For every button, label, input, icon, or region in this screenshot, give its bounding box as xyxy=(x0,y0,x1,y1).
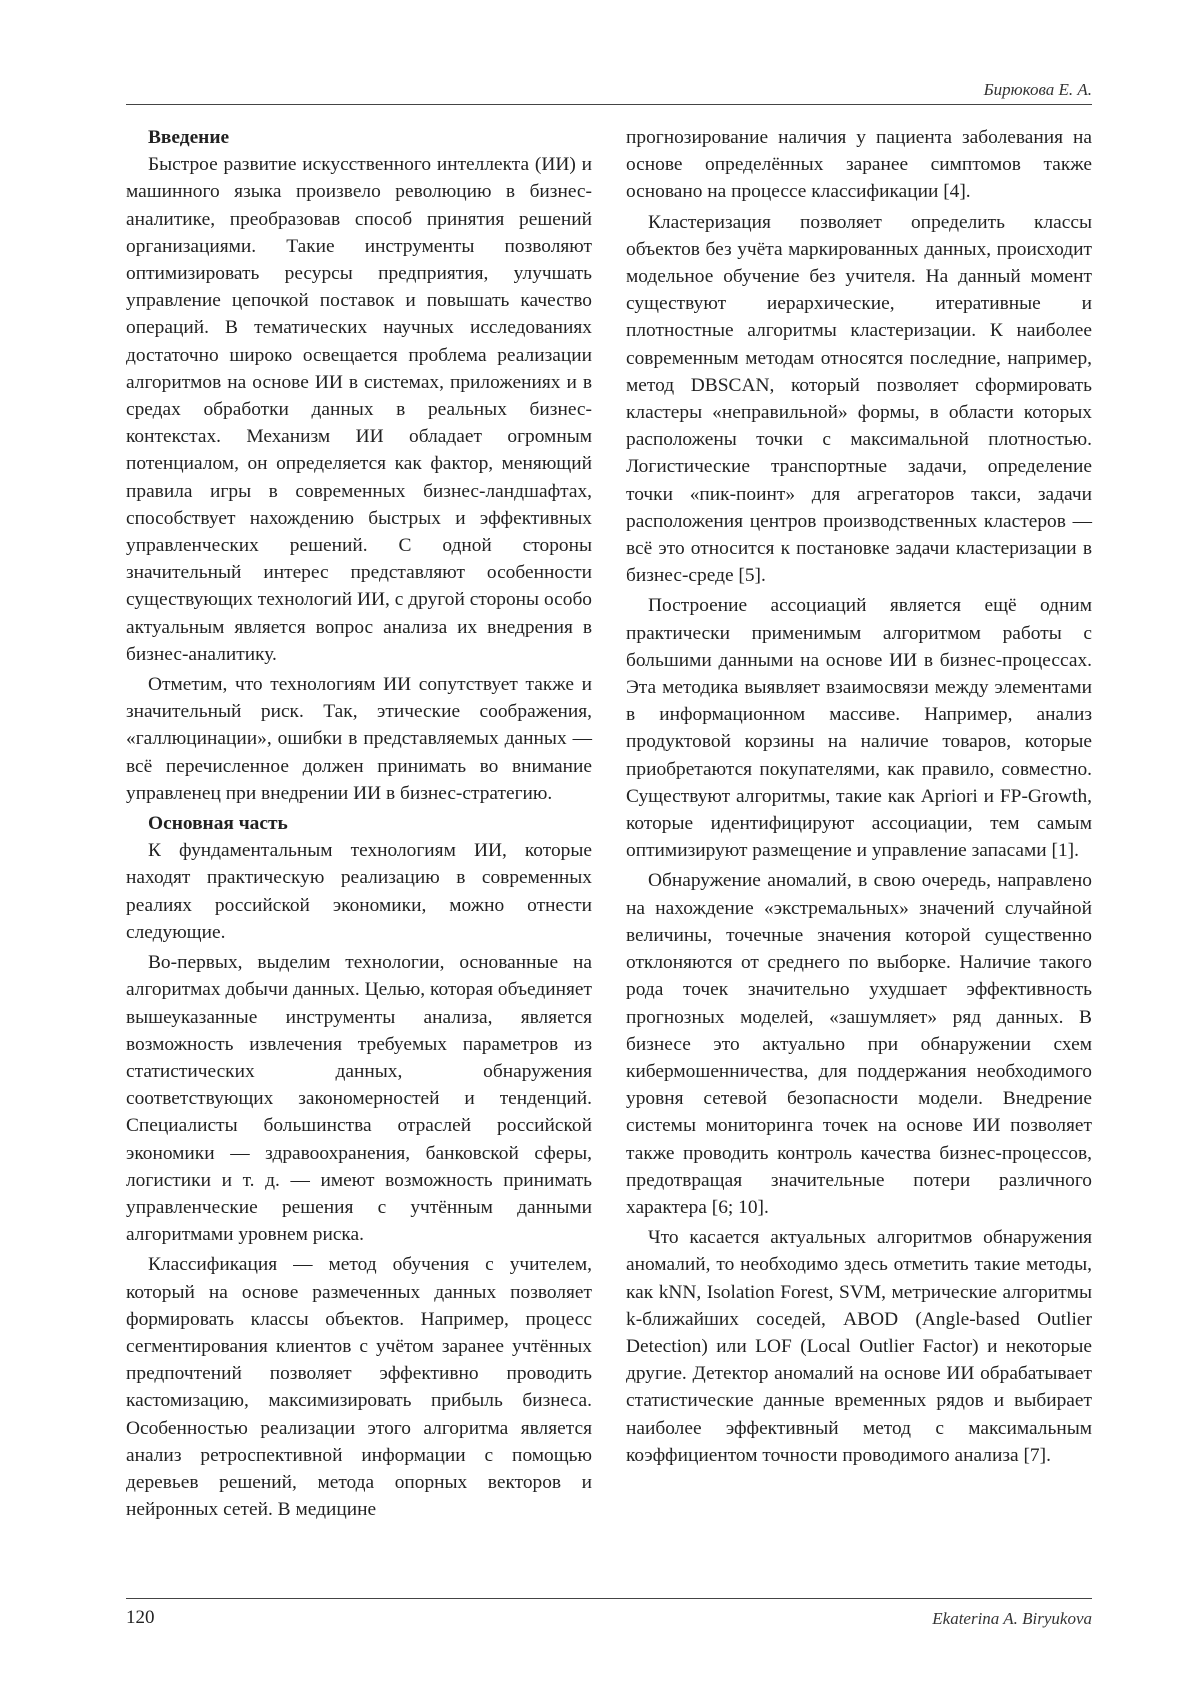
page-number: 120 xyxy=(126,1607,155,1628)
article-body xyxy=(126,124,1092,1526)
paragraph: Классификация — метод обучения с учителем, который на основе размеченных данных позволяет формировать классы объектов. Например, процесс сегментирования клиентов с учётом заранее учтённых предпочтений позволяет эффективно проводить кастомизацию, максимизировать прибыль бизнеса. Особенностью реализации этого алгоритма является анализ ретроспективной информации с помощью деревьев решений, метода опорных векторов и нейронных сетей. В медицине xyxy=(126,1254,592,1521)
running-head: Бирюкова Е. А. xyxy=(983,80,1092,99)
paragraph: Во-первых, выделим технологии, основанные на алгоритмах добычи данных. Целью, которая объединяет вышеуказанные инструменты анализа, является возможность извлечения требуемых параметров из статистических данных, обнаружения соответствующих закономерностей и тенденций. Специалисты большинства отраслей российской экономики — здравоохранения, банковской сферы, логистики и т. д. — имеют возможность принимать управленческие решения с учтённым данными алгоритмами уровнем риска. xyxy=(126,952,592,1246)
paragraph: Кластеризация позволяет определить классы объектов без учёта маркированных данных, происходит модельное обучение без учителя. На данный момент существуют иерархические, итеративные и плотностные алгоритмы кластеризации. К наиболее современным методам относятся последние, например, метод DBSCAN, который позволяет сформировать кластеры «неправильной» формы, в области которых расположены точки с максимальной плотностью. Логистические транспортные задачи, определение точки «пик-поинт» для агрегаторов такси, задачи расположения центров производственных кластеров — всё это относится к постановке задачи кластеризации в бизнес-среде [5]. xyxy=(626,211,1092,587)
paragraph: Быстрое развитие искусственного интеллекта (ИИ) и машинного языка произвело революцию в бизнес-аналитике, преобразовав способ принятия решений организациями. Такие инструменты позволяют оптимизировать ресурсы предприятия, улучшать управление цепочкой поставок и повышать качество операций. В тематических научных исследованиях достаточно широко освещается проблема реализации алгоритмов на основе ИИ в системах, приложениях и в средах обработки данных в реальных бизнес-контекстах. Механизм ИИ обладает огромным потенциалом, он определяется как фактор, меняющий правила игры в современных бизнес-ландшафтах, способствует нахождению быстрых и эффективных управленческих решений. С одной стороны значительный интерес представляют особенности существующих технологий ИИ, с другой стороны особо актуальным является вопрос анализа их внедрения в бизнес-аналитику. xyxy=(126,154,592,665)
paragraph: Отметим, что технологиям ИИ сопутствует также и значительный риск. Так, этические соображения, «галлюцинации», ошибки в представляемых данных — всё перечисленное должен принимать во внимание управленец при внедрении ИИ в бизнес-стратегию. xyxy=(126,674,592,804)
paragraph-continued: прогнозирование наличия у пациента заболевания на основе определённых заранее симптомов также основано на процессе классификации [4]. xyxy=(626,127,1092,203)
section-heading-main: Основная часть xyxy=(148,813,288,835)
paragraph: К фундаментальным технологиям ИИ, которые находят практическую реализацию в современных реалиях российской экономики, можно отнести следующие. xyxy=(126,840,592,943)
paragraph: Построение ассоциаций является ещё одним практически применимым алгоритмом работы с большими данными на основе ИИ в бизнес-процессах. Эта методика выявляет взаимосвязи между элементами в информационном массиве. Например, анализ продуктовой корзины на наличие товаров, которые приобретаются покупателями, как правило, совместно. Существуют алгоритмы, такие как Apriori и FP-Growth, которые идентифицируют ассоциации, тем самым оптимизируют размещение и управление запасами [1]. xyxy=(626,595,1092,862)
footer-author: Ekaterina A. Biryukova xyxy=(932,1609,1092,1628)
left-column xyxy=(126,124,592,1526)
paragraph: Что касается актуальных алгоритмов обнаружения аномалий, то необходимо здесь отметить такие методы, как kNN, Isolation Forest, SVM, метрические алгоритмы k-ближайших соседей, ABOD (Angle-based Outlier Detection) или LOF (Local Outlier Factor) и некоторые другие. Детектор аномалий на основе ИИ обрабатывает статистические данные временных рядов и выбирает наиболее эффективный метод с максимальным коэффициентом точности проводимого анализа [7]. xyxy=(626,1227,1092,1466)
page-footer xyxy=(126,1598,1092,1639)
right-column xyxy=(626,124,1092,1526)
page-header xyxy=(126,78,1092,105)
paragraph: Обнаружение аномалий, в свою очередь, направлено на нахождение «экстремальных» значений случайной величины, точечные значения которой существенно отклоняются от среднего по выборке. Наличие такого рода точек значительно ухудшает эффективность прогнозных моделей, «зашумляет» ряд данных. В бизнесе это актуально при обнаружении схем кибермошенничества, для поддержания необходимого уровня сетевой безопасности модели. Внедрение системы мониторинга точек на основе ИИ позволяет также проводить контроль качества бизнес-процессов, предотвращая значительные потери различного характера [6; 10]. xyxy=(626,870,1092,1218)
section-heading-intro: Введение xyxy=(148,127,230,148)
